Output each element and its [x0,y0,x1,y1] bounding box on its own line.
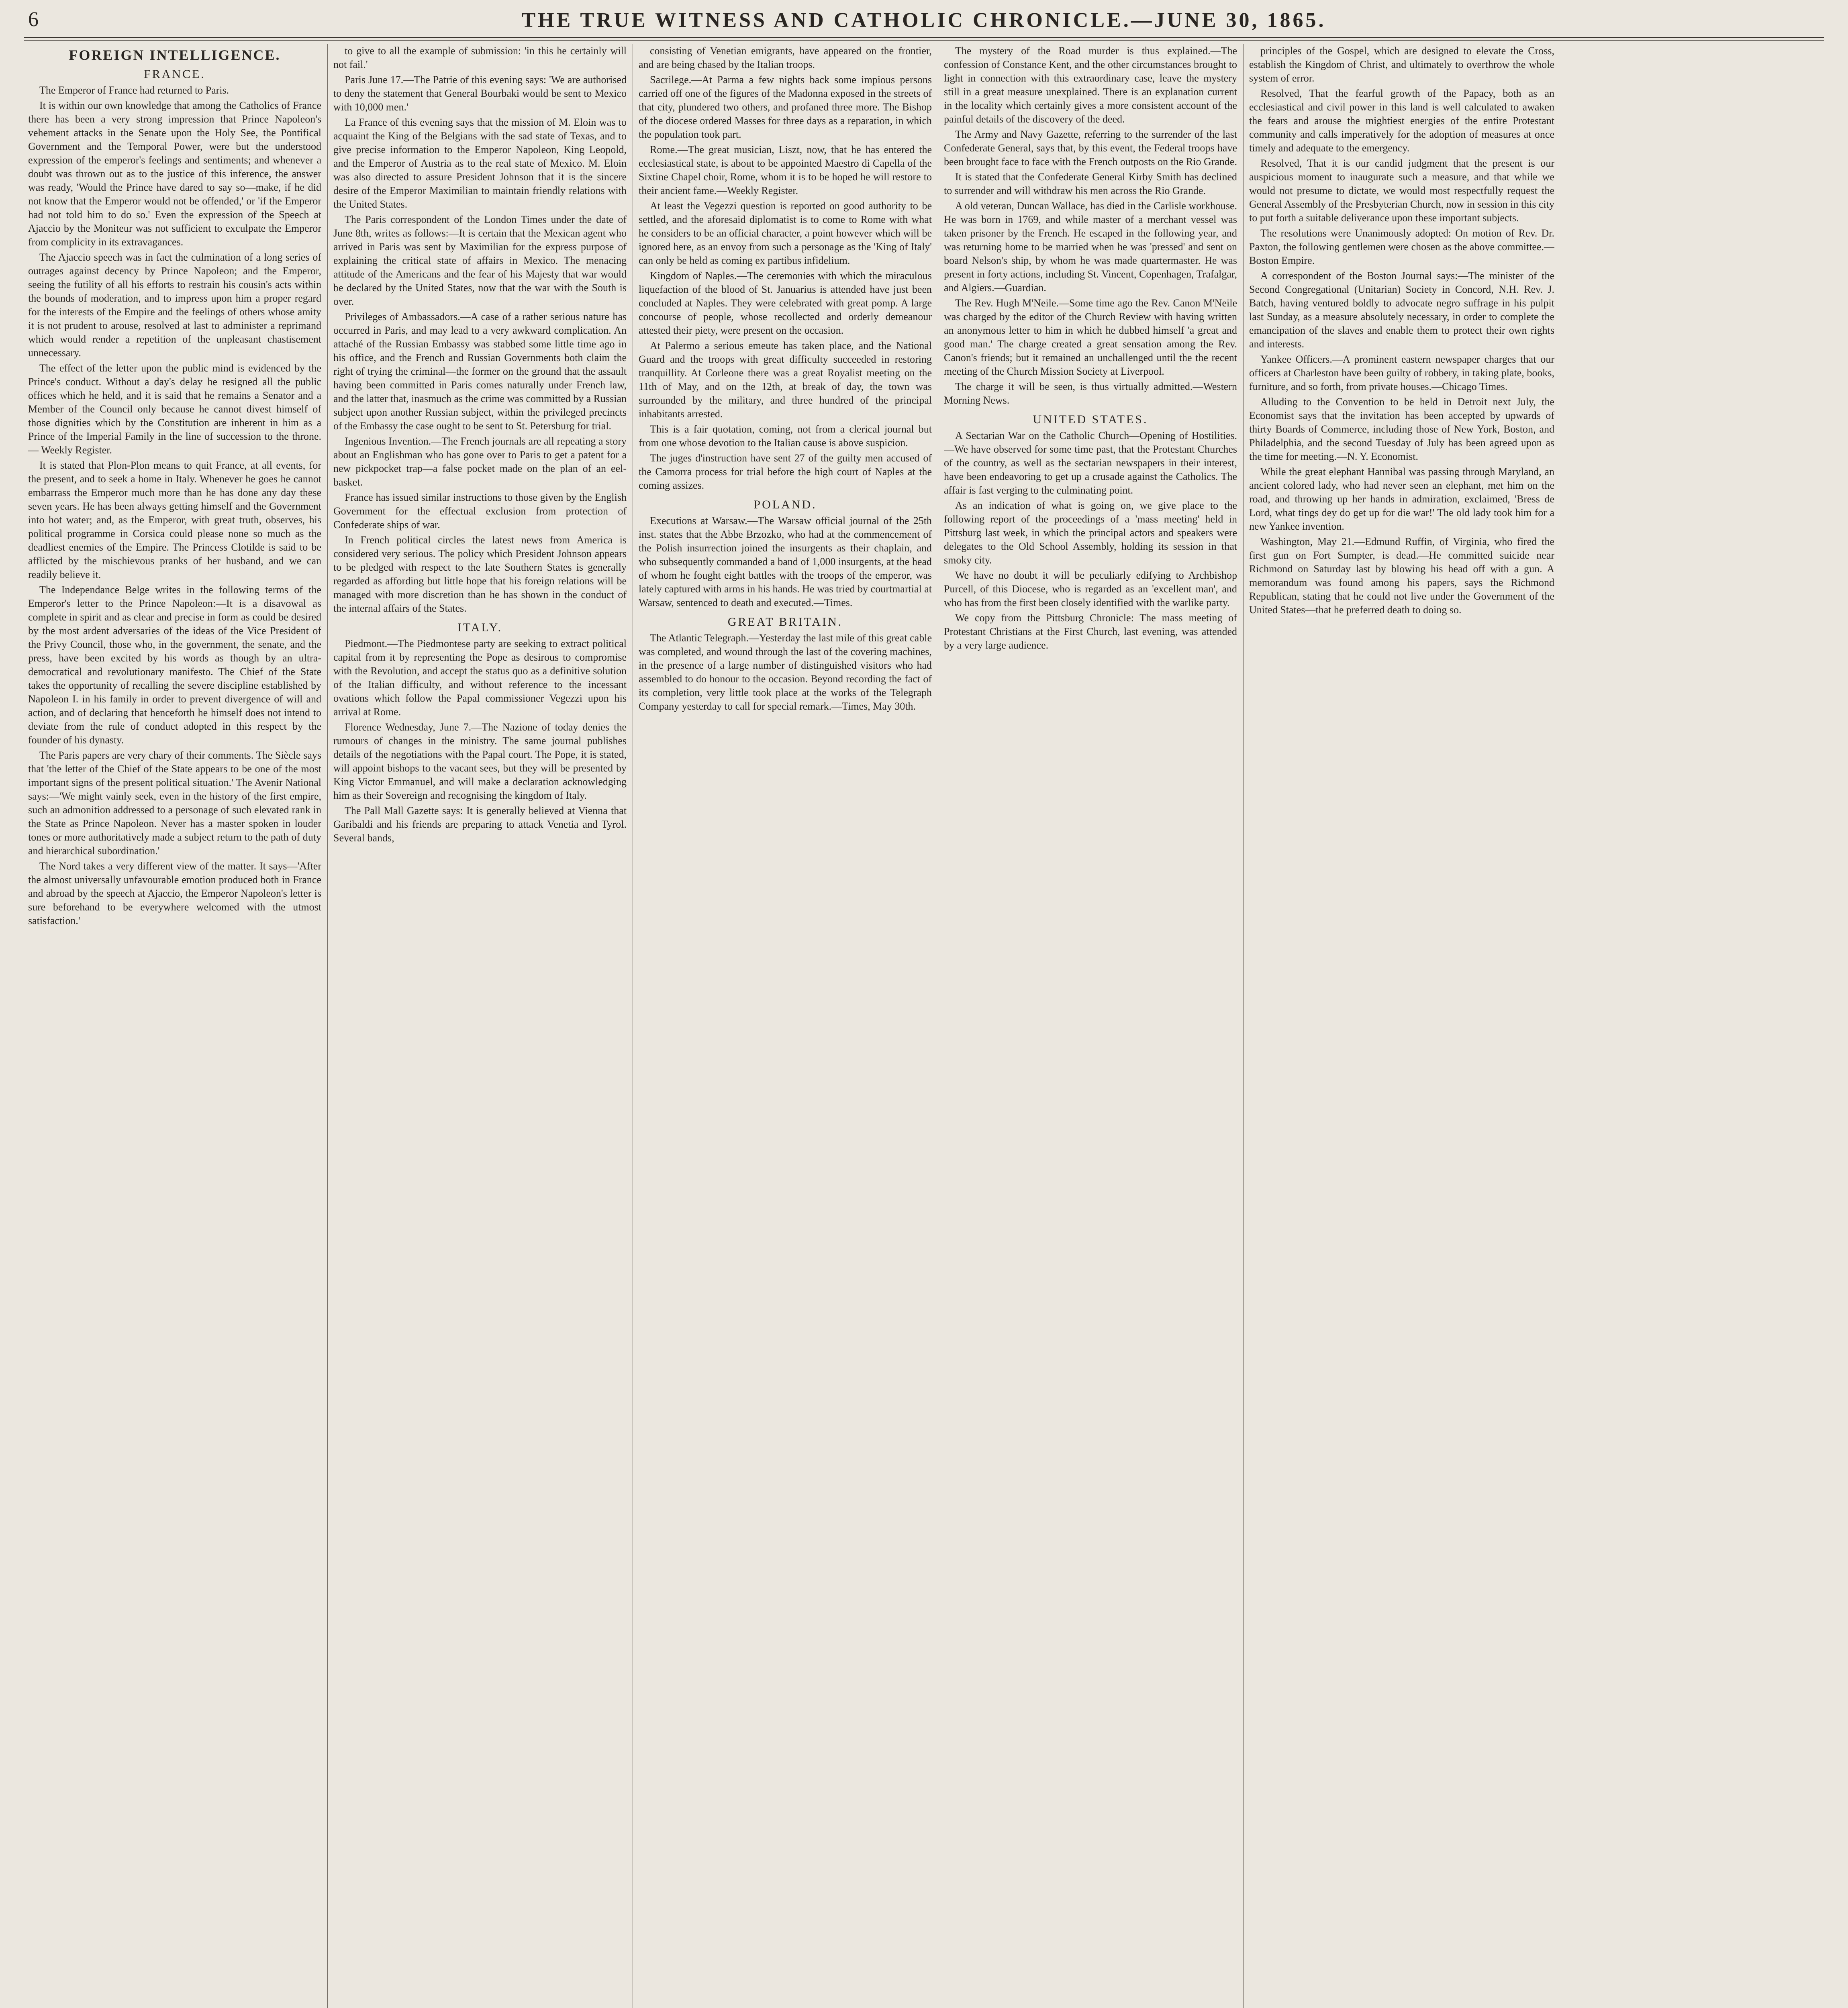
article-paragraph: Resolved, That the fearful growth of the Papacy, both as an ecclesiastical and civil power in this land is well calculated to awaken the fears and arouse the mightiest energies of the entire Protestant community and calls imperatively for the adoption of measures at once timely and adequate to the emergency. [1249,88,1554,154]
column-divider [327,44,328,2008]
section-heading: UNITED STATES. [1033,413,1148,426]
article-paragraph: A Sectarian War on the Catholic Church—Opening of Hostilities.—We have observed for some time past, that the Protestant Churches of the country, as well as the sectarian newspapers in their interest, have been endeavoring to get up a crusade against the Catholics. The affair is fast verging to the culminating point. [944,430,1237,496]
page-number: 6 [28,8,39,31]
article-paragraph: At Palermo a serious emeute has taken place, and the National Guard and the troops with great difficulty succeeded in restoring tranquillity. At Corleone there was a great Royalist meeting on the 11th of May, and on the 12th, at break of day, the town was surrounded by the military, and three hundred of the principal inhabitants arrested. [639,340,932,420]
article-paragraph: Yankee Officers.—A prominent eastern newspaper charges that our officers at Charleston have been guilty of robbery, in taking plate, books, furniture, and so forth, from private houses.—Chicago Times. [1249,353,1554,392]
column-4 [944,44,1237,2008]
column-1 [28,44,321,2008]
article-paragraph: In French political circles the latest news from America is considered very serious. The policy which President Johnson appears to be pledged with respect to the late Southern States is generally regarded as affording but little hope that his foreign relations will be managed with more discretion than he has shown in the conduct of the internal affairs of the States. [333,534,627,614]
article-paragraph: Privileges of Ambassadors.—A case of a rather serious nature has occurred in Paris, and may lead to a very awkward complication. An attaché of the Russian Embassy was stabbed some little time ago in his office, and the French and Russian Governments both claim the right of trying the criminal—the former on the ground that the assault having been committed in Paris comes naturally under French law, and the latter that, inasmuch as the crime was committed by a Russian subject upon another Russian subject, within the privileged precincts of the Embassy the case ought to be sent to St. Petersburg for trial. [333,311,627,432]
header-rule-thin [24,40,1824,41]
article-paragraph: The Atlantic Telegraph.—Yesterday the last mile of this great cable was completed, and wound through the last of the covering machines, in the presence of a large number of distinguished visitors who had assembled to do honour to the occasion. Beyond recording the fact of its completion, very little took place at the works of the Telegraph Company yesterday to call for special remark.—Times, May 30th. [639,632,932,712]
column-3 [639,44,932,2008]
article-paragraph: Alluding to the Convention to be held in Detroit next July, the Economist says that the invitation has been accepted by upwards of thirty Boards of Commerce, including those of New York, Boston, and Philadelphia, and the second Tuesday of July has been agreed upon as the time for meeting.—N. Y. Economist. [1249,396,1554,462]
article-paragraph: Sacrilege.—At Parma a few nights back some impious persons carried off one of the figures of the Madonna exposed in the streets of that city, plundered two others, and profaned three more. The Bishop of the diocese ordered Masses for three days as a reparation, in which the population took part. [639,74,932,140]
article-paragraph: Washington, May 21.—Edmund Ruffin, of Virginia, who fired the first gun on Fort Sumpter, is dead.—He committed suicide near Richmond on Saturday last by blowing his head off with a gun. A memorandum was found among his papers, says the Richmond Republican, stating that he could not live under the Government of the United States—that he preferred death to doing so. [1249,536,1554,616]
running-title: THE TRUE WITNESS AND CATHOLIC CHRONICLE.—JUNE 30, 1865. [521,9,1326,32]
article-paragraph: Paris June 17.—The Patrie of this evening says: 'We are authorised to deny the statement that General Bourbaki would be sent to Mexico with 10,000 men.' [333,74,627,113]
article-paragraph: to give to all the example of submission: 'in this he certainly will not fail.' [333,45,627,70]
column-divider [1243,44,1244,2008]
article-paragraph: The effect of the letter upon the public mind is evidenced by the Prince's conduct. Without a day's delay he resigned all the public offices which he held, and it is said that he remains a Senator and a Member of the Council only because he cannot divest himself of those dignities which by the Constitution are inherent in him as a Prince of the Imperial Family in the line of succession to the throne. — Weekly Register. [28,362,321,456]
article-paragraph: Rome.—The great musician, Liszt, now, that he has entered the ecclesiastical state, is about to be appointed Maestro di Capella of the Sixtine Chapel choir, Rome, whom it is to be hoped he will restore to their ancient fame.—Weekly Register. [639,144,932,196]
subsection-title: FRANCE. [144,67,206,81]
article-paragraph: As an indication of what is going on, we give place to the following report of the proceedings of a 'mass meeting' held in Pittsburg last week, in which the principal actors and speakers were delegates to the Old School Assembly, holding its session in that smoky city. [944,500,1237,566]
article-paragraph: The Independance Belge writes in the following terms of the Emperor's letter to the Prince Napoleon:—It is a disavowal as complete in spirit and as clear and precise in form as could be desired by the most ardent adversaries of the ideas of the Vice President of the Privy Council, those who, in the government, the senate, and the press, have been excited by his words as though by an ultra-democratical and revolutionary manifesto. The Chief of the State takes the opportunity of recalling the severe discipline established by Napoleon I. in his family in order to prevent divergence of will and action, and of declaring that henceforth he himself does not intend to deviate from the rule of conduct adopted in this respect by the founder of his dynasty. [28,584,321,746]
article-paragraph: The juges d'instruction have sent 27 of the guilty men accused of the Camorra process for trial before the high court of Naples at the coming assizes. [639,452,932,491]
column-2 [333,44,627,2008]
article-paragraph: This is a fair quotation, coming, not from a clerical journal but from one whose devotion to the Italian cause is above suspicion. [639,423,932,449]
article-paragraph: We have no doubt it will be peculiarly edifying to Archbishop Purcell, of this Diocese, who is regarded as an 'excellent man', and who has from the first been closely identified with the warlike party. [944,569,1237,608]
article-paragraph: We copy from the Pittsburg Chronicle: The mass meeting of Protestant Christians at the First Church, last evening, was attended by a very large audience. [944,612,1237,651]
article-paragraph: consisting of Venetian emigrants, have appeared on the frontier, and are being chased by the Italian troops. [639,45,932,70]
article-paragraph: The Pall Mall Gazette says: It is generally believed at Vienna that Garibaldi and his friends are preparing to attack Venetia and Tyrol. Several bands, [333,805,627,844]
article-paragraph: The Rev. Hugh M'Neile.—Some time ago the Rev. Canon M'Neile was charged by the editor of the Church Review with having written an anonymous letter to him in which he dubbed himself 'a great and good man.' The charge created a great sensation among the Rev. Canon's friends; but it remained an unchallenged until the the recent meeting of the Church Mission Society at Liverpool. [944,297,1237,377]
article-paragraph: Executions at Warsaw.—The Warsaw official journal of the 25th inst. states that the Abbe Brzozko, who had at the commencement of the Polish insurrection joined the insurgents as their chaplain, and who subsequently commanded a band of 1,000 insurgents, at the head of whom he fought eight battles with the troops of the emperor, was lately captured with arms in his hands. He was tried by courtmartial at Warsaw, sentenced to death and executed.—Times. [639,515,932,608]
section-heading: POLAND. [753,498,817,511]
article-paragraph: France has issued similar instructions to those given by the English Government for the effectual exclusion from protection of Confederate ships of war. [333,492,627,531]
article-paragraph: The Paris papers are very chary of their comments. The Siècle says that 'the letter of the Chief of the State appears to be one of the most important signs of the present political situation.' The Avenir National says:—'We might vainly seek, even in the history of the first empire, such an admonition addressed to a personage of such elevated rank in the State as Prince Napoleon. Never has a master spoken in louder tones or more authoritatively made a subject return to the path of duty and hierarchical subordination.' [28,749,321,857]
article-paragraph: It is stated that the Confederate General Kirby Smith has declined to surrender and will withdraw his men across the Rio Grande. [944,171,1237,196]
article-paragraph: The charge it will be seen, is thus virtually admitted.—Western Morning News. [944,381,1237,406]
header-rule [24,37,1824,38]
article-paragraph: The Paris correspondent of the London Times under the date of June 8th, writes as follows:—It is certain that the Mexican agent who arrived in Paris was sent by Maximilian for the express purpose of explaining the critical state of affairs in Mexico. The menacing attitude of the Americans and the fear of his Majesty that war would be declared by the United States, now that the war with the South is over. [333,214,627,307]
article-paragraph: Resolved, That it is our candid judgment that the present is our auspicious moment to inaugurate such a measure, and that while we would not presume to dictate, we would most respectfully request the General Assembly of the Presbyterian Church, now in session in this city to put forth a suitable deliverance upon these important subjects. [1249,157,1554,224]
article-paragraph: A old veteran, Duncan Wallace, has died in the Carlisle workhouse. He was born in 1769, and while master of a merchant vessel was taken prisoner by the French. He escaped in the following year, and was returning home to be married when he was 'pressed' and sent on board Nelson's ship, by whom he was made quartermaster. He was present in forty actions, including St. Vincent, Copenhagen, Trafalgar, and Algiers.—Guardian. [944,200,1237,294]
section-title: FOREIGN INTELLIGENCE. [69,47,281,63]
article-paragraph: Florence Wednesday, June 7.—The Nazione of today denies the rumours of changes in the ministry. The same journal publishes details of the negotiations with the Papal court. The Pope, it is stated, will appoint bishops to the vacant sees, but they will be presented by King Victor Emmanuel, and will make a declaration acknowledging him as their Sovereign and recognising the kingdom of Italy. [333,721,627,801]
article-paragraph: principles of the Gospel, which are designed to elevate the Cross, establish the Kingdom of Christ, and ultimately to overthrow the whole system of error. [1249,45,1554,84]
column-5 [1249,44,1554,2008]
article-paragraph: It is stated that Plon-Plon means to quit France, at all events, for the present, and to seek a home in Italy. Whenever he goes he cannot embarrass the Emperor much more than he has done any day these seven years. He has been always getting himself and the Government into hot water; and, as the Emperor, with great truth, observes, his political programme in Corsica could please none so much as the deadliest enemies of the Empire. The Princess Clotilde is said to be afflicted by the mischievous pranks of her husband, and we can readily believe it. [28,459,321,580]
article-paragraph: La France of this evening says that the mission of M. Eloin was to acquaint the King of the Belgians with the sad state of Texas, and to give precise information to the Emperor Napoleon, King Leopold, and the Emperor of Austria as to the real state of Mexico. M. Eloin was also directed to assure President Johnson that it is the sincere desire of the Emperor Maximilian to maintain friendly relations with the United States. [333,116,627,210]
article-paragraph: At least the Vegezzi question is reported on good authority to be settled, and the aforesaid diplomatist is to come to Rome with what he considers to be an official character, a point however which will be ignored here, as an envoy from such a personage as the 'King of Italy' can only be held as coming ex partibus infidelium. [639,200,932,266]
article-paragraph: The mystery of the Road murder is thus explained.—The confession of Constance Kent, and the other circumstances brought to light in connection with this extraordinary case, leave the mystery still in a great measure unexplained. There is an explanation current in the locality which certainly gives a more consistent account of the painful details of the discovery of the deed. [944,45,1237,125]
masthead [24,6,1823,34]
article-paragraph: While the great elephant Hannibal was passing through Maryland, an ancient colored lady, who had never seen an elephant, met him on the road, and throwing up her hands in admiration, exclaimed, 'Bress de Lord, what tings dey do get up for die war!' The old lady took him for a new Yankee invention. [1249,466,1554,532]
section-heading: GREAT BRITAIN. [727,615,843,629]
article-paragraph: The Ajaccio speech was in fact the culmination of a long series of outrages against decency by Prince Napoleon; and the Emperor, seeing the futility of all his efforts to restrain his cousin's acts within the bounds of moderation, and to impress upon him a proper regard for the interests of the Empire and the feelings of others whose amity it is not prudent to arouse, resolved at last to administer a reprimand which would render a repetition of the unpleasant chastisement unnecessary. [28,251,321,359]
article-paragraph: Piedmont.—The Piedmontese party are seeking to extract political capital from it by representing the Pope as desirous to compromise with the Revolution, and accept the status quo as a definitive solution of the Italian difficulty, and without reference to the incessant ovations which follow the Papal commissioner Vegezzi upon his arrival at Rome. [333,638,627,718]
article-paragraph: The Nord takes a very different view of the matter. It says—'After the almost universally unfavourable emotion produced both in France and abroad by the speech at Ajaccio, the Emperor Napoleon's letter is sure beforehand to be everywhere welcomed with the utmost satisfaction.' [28,860,321,926]
article-paragraph: The Emperor of France had returned to Paris. [39,84,229,96]
article-paragraph: It is within our own knowledge that among the Catholics of France there has been a very strong impression that Prince Napoleon's vehement attacks in the Senate upon the Holy See, the Pontifical Government and the Temporal Power, were but the understood expression of the emperor's feelings and sentiments; and whenever a doubt was thrown out as to the justice of this inference, the answer was ready, 'Would the Prince have dared to say so—make, if he did not know that the Emperor would not be offended,' or 'if the Emperor had not told him to do so.' Even the expression of the Speech at Ajaccio by the Moniteur was not sufficient to exculpate the Emperor from complicity in its extravagances. [28,100,321,248]
article-paragraph: A correspondent of the Boston Journal says:—The minister of the Second Congregational (Unitarian) Society in Concord, N.H. Rev. J. Batch, having ventured boldly to advocate negro suffrage in his pulpit last Sunday, as a measure absolutely necessary, in order to complete the emancipation of the slaves and enable them to protect their own rights and interests. [1249,270,1554,350]
article-paragraph: Kingdom of Naples.—The ceremonies with which the miraculous liquefaction of the blood of St. Januarius is attended have just been concluded at Naples. They were celebrated with great pomp. A large concourse of people, whose recollected and orderly demeanour attested their piety, were present on the occasion. [639,270,932,336]
section-heading: ITALY. [457,621,503,634]
article-paragraph: Ingenious Invention.—The French journals are all repeating a story about an Englishman who has gone over to Paris to get a patent for a new pickpocket trap—a false pocket made on the plan of an eel-basket. [333,435,627,488]
article-paragraph: The resolutions were Unanimously adopted: On motion of Rev. Dr. Paxton, the following gentlemen were chosen as the above committee.—Boston Empire. [1249,227,1554,266]
article-paragraph: The Army and Navy Gazette, referring to the surrender of the last Confederate General, says that, by this event, the Federal troops have been brought face to face with the French outposts on the Rio Grande. [944,129,1237,167]
